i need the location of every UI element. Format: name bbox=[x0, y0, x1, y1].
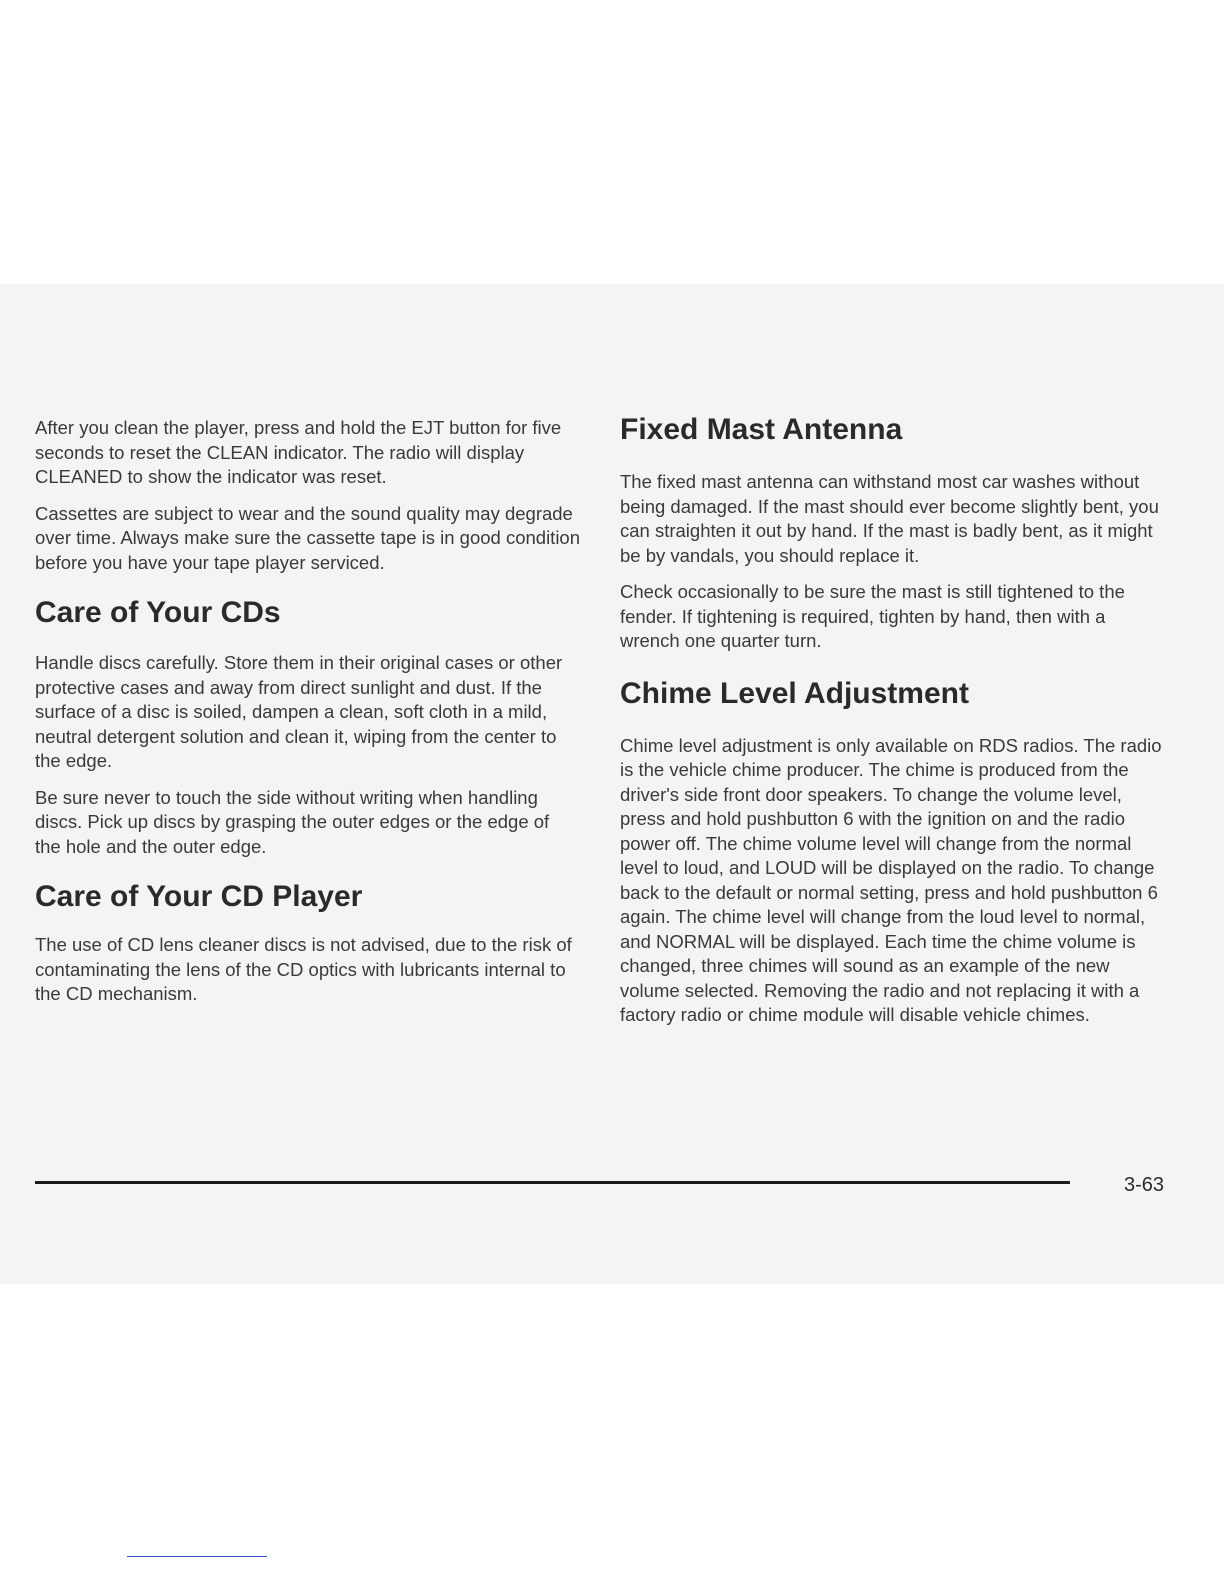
paragraph-lens-cleaner: The use of CD lens cleaner discs is not advised, due to the risk of contaminating the lens of the CD optics with lubricants internal to the CD mechanism. bbox=[35, 934, 572, 1004]
page-number: 3-63 bbox=[1124, 1174, 1165, 1196]
manual-page bbox=[0, 284, 1224, 1284]
paragraph-antenna-tighten: Check occasionally to be sure the mast is still tightened to the fender. If tightening is required, tighten by hand, then with a wrench one quarter turn. bbox=[620, 581, 1125, 651]
paragraph-antenna-washes: The fixed mast antenna can withstand most car washes without being damaged. If the mast should ever become slightly bent, you can straighten it out by hand. If the mast is badly bent, as it might be by vandals, you should replace it. bbox=[620, 471, 1159, 566]
paragraph-touch-side: Be sure never to touch the side without writing when handling discs. Pick up discs by grasping the outer edges or the edge of the hole and the outer edge. bbox=[35, 786, 550, 857]
heading-care-of-your-cds: Care of Your CDs bbox=[35, 596, 281, 629]
paragraph-clean-reset: After you clean the player, press and hold the EJT button for five seconds to reset the CLEAN indicator. The radio will display CLEANED to show the indicator was reset. bbox=[35, 417, 562, 487]
paragraph-cassette-wear: Cassettes are subject to wear and the sound quality may degrade over time. Always make sure the cassette tape is in good condition before you have your tape player serviced. bbox=[35, 502, 581, 573]
paragraph-chime-level: Chime level adjustment is only available on RDS radios. The radio is the vehicle chime producer. The chime is produced from the driver's side front door speakers. To change the volume level, press and hold pushbutton 6 with the ignition on and the radio power off. The chime volume level will change from the normal level to loud, and LOUD will be displayed on the radio. To change back to the default or normal setting, press and hold pushbutton 6 again. The chime level will change from the loud level to normal, and NORMAL will be displayed. Each time the chime volume is changed, three chimes will sound as an example of the new volume selected. Removing the radio and not replacing it with a factory radio or chime module will disable vehicle chimes. bbox=[620, 734, 1162, 1025]
left-column bbox=[35, 416, 580, 1019]
footer-rule bbox=[35, 1181, 1070, 1184]
heading-fixed-mast-antenna: Fixed Mast Antenna bbox=[620, 413, 903, 446]
right-column bbox=[620, 412, 1170, 1040]
paragraph-handle-discs: Handle discs carefully. Store them in their original cases or other protective cases and away from direct sunlight and dust. If the surface of a disc is soiled, dampen a clean, soft cloth in a mild, neutral detergent solution and clean it, wiping from the center to the edge. bbox=[35, 652, 563, 771]
heading-chime-level-adjustment: Chime Level Adjustment bbox=[620, 676, 969, 710]
bottom-link-underline bbox=[127, 1556, 267, 1557]
heading-care-of-your-cd-player: Care of Your CD Player bbox=[35, 880, 363, 913]
